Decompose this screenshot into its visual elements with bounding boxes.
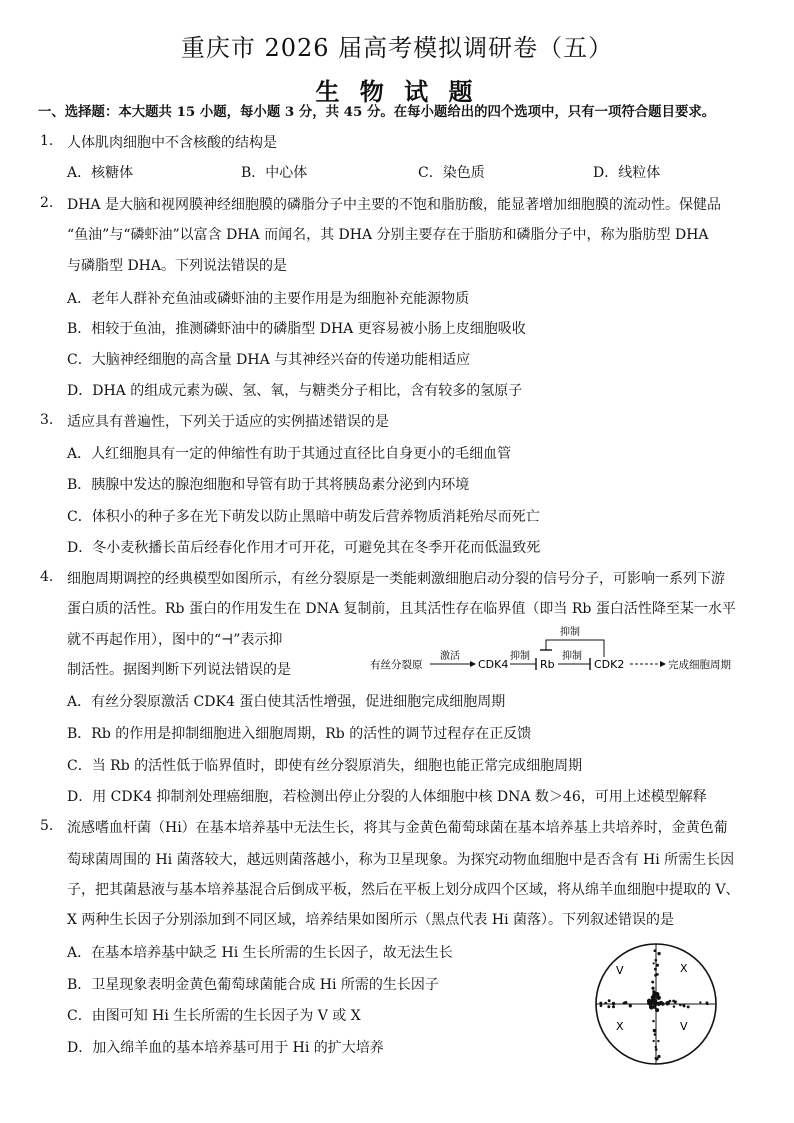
hi-colony-dot [656, 995, 660, 999]
question-stem-line: 与磷脂型 DHA。下列说法错误的是 [67, 258, 287, 274]
option-b: B．胰腺中发达的腺泡细胞和导管有助于其将胰岛素分泌到内环境 [67, 477, 470, 493]
question-stem-line: 就不再起作用），图中的“⊣”表示抑 [67, 632, 283, 648]
section-heading: 一、选择题：本大题共 15 小题，每小题 3 分，共 45 分。在每小题给出的四个选项中，只有一项符合题目要求。 [38, 104, 716, 120]
question-number: 5. [40, 818, 54, 834]
activate-label: 激活 [440, 651, 460, 662]
hi-colony-dot [653, 962, 655, 964]
dashed-arrowhead [660, 661, 666, 667]
question-stem-line: 萄球菌周围的 Hi 菌落较大，越远则菌落越小，称为卫星现象。为探究动物血细胞中是否含有 Hi 所需生长因 [67, 852, 735, 868]
hi-colony-dot [687, 1005, 690, 1008]
option-b: B．卫星现象表明金黄色葡萄球菌能合成 Hi 所需的生长因子 [67, 977, 439, 993]
option-a: A．核糖体 [67, 165, 134, 181]
hi-colony-dot [612, 1002, 615, 1005]
question-number: 4. [40, 569, 54, 585]
hi-colony-dot [608, 1000, 610, 1002]
hi-colony-dot [706, 1003, 708, 1005]
hi-colony-dot [612, 1005, 615, 1008]
option-c: C．当 Rb 的活性低于临界值时，即使有丝分裂原消失，细胞也能正常完成细胞周期 [67, 758, 583, 774]
cdk2-label: CDK2 [594, 658, 625, 671]
hi-colony-dot [679, 1004, 682, 1007]
inhibit-label-1: 抑制 [510, 651, 530, 662]
question-stem-line: 蛋白质的活性。Rb 蛋白的作用发生在 DNA 复制前，且其活性存在临界值（即当 Rb 蛋白活性降至某一水平 [67, 601, 736, 617]
option-a: A．老年人群补充鱼油或磷虾油的主要作用是为细胞补充能源物质 [67, 291, 470, 307]
question-number: 2. [40, 195, 54, 211]
zone-label-bottom-left: X [616, 1020, 624, 1033]
question-stem: 适应具有普遍性，下列关于适应的实例描述错误的是 [67, 414, 389, 430]
exam-title: 重庆市 2026 届高考模拟调研卷（五） [180, 34, 614, 62]
option-d: D．用 CDK4 抑制剂处理癌细胞，若检测出停止分裂的人体细胞中核 DNA 数＞46，可用上述模型解释 [67, 789, 707, 805]
hi-colony-dot [657, 1002, 661, 1006]
hi-colony-dot [653, 1029, 656, 1032]
hi-colony-dot [657, 973, 659, 975]
question-stem-line: 流感嗜血杆菌（Hi）在基本培养基中无法生长，将其与金黄色葡萄球菌在基本培养基上共培养时，金黄色葡 [67, 820, 728, 836]
hi-colony-dot [654, 968, 657, 971]
option-a: A．在基本培养基中缺乏 Hi 生长所需的生长因子，故无法生长 [67, 945, 453, 961]
inhibit-label-2: 抑制 [562, 651, 582, 662]
hi-colony-dot [653, 949, 656, 952]
hi-colony-dot [600, 1004, 603, 1007]
hi-colony-dot [683, 1005, 686, 1008]
mitogen-label: 有丝分裂原 [370, 659, 423, 671]
exam-subtitle: 生 物 试 题 [315, 77, 479, 106]
hi-colony-dot [673, 1005, 675, 1007]
hi-colony-dot [654, 1033, 657, 1036]
culture-plate-diagram [592, 940, 720, 1068]
cell-cycle-diagram [368, 622, 740, 678]
zone-label-top-right: X [680, 962, 688, 975]
option-c: C．体积小的种子多在光下萌发以防止黑暗中萌发后营养物质消耗殆尽而死亡 [67, 509, 540, 525]
option-d: D．线粒体 [593, 165, 661, 181]
hi-colony-dot [657, 1040, 659, 1042]
option-c: C．染色质 [418, 165, 485, 181]
option-b: B．Rb 的作用是抑制细胞进入细胞周期，Rb 的活性的调节过程存在正反馈 [67, 726, 532, 742]
hi-colony-dot [669, 1000, 672, 1003]
option-c: C．由图可知 Hi 生长所需的生长因子为 V 或 X [67, 1008, 361, 1024]
option-b: B．相较于鱼油，推测磷虾油中的磷脂型 DHA 更容易被小肠上皮细胞吸收 [67, 321, 526, 337]
hi-colony-dot [655, 1048, 658, 1051]
hi-colony-dot [655, 1008, 659, 1012]
hi-colony-dot [652, 990, 655, 993]
hi-colony-dot [624, 1001, 627, 1004]
hi-colony-dot [656, 964, 659, 967]
hi-colony-dot [675, 1000, 677, 1002]
hi-colony-dot [629, 1004, 632, 1007]
option-b: B．中心体 [241, 165, 308, 181]
hi-colony-dot [651, 987, 654, 990]
hi-colony-dot [656, 1058, 658, 1060]
zone-label-top-left: V [616, 964, 624, 977]
hi-colony-dot [699, 1001, 701, 1003]
hi-colony-dot [604, 1002, 607, 1005]
hi-colony-dot [647, 999, 652, 1004]
hi-colony-dot [653, 1005, 657, 1009]
option-a: A．人红细胞具有一定的伸缩性有助于其通过直径比自身更小的毛细血管 [67, 446, 512, 462]
question-stem-line: DHA 是大脑和视网膜神经细胞膜的磷脂分子中主要的不饱和脂肪酸，能显著增加细胞膜的流动性。保健品 [67, 197, 721, 213]
hi-colony-dot [599, 1002, 602, 1005]
question-stem-line: 子，把其菌悬液与基本培养基混合后倒成平板，然后在平板上划分成四个区域，将从绵羊血细胞中提取的 V、 [67, 882, 740, 898]
hi-colony-dot [653, 1040, 655, 1042]
hi-colony-dot [651, 981, 654, 984]
option-c: C．大脑神经细胞的高含量 DHA 与其神经兴奋的传递功能相适应 [67, 352, 471, 368]
question-stem-line: X 两种生长因子分别添加到不同区域，培养结果如图所示（黑点代表 Hi 菌落）。下列叙述错误的是 [67, 912, 675, 928]
hi-colony-dot [657, 952, 660, 955]
complete-cycle-label: 完成细胞周期 [668, 659, 731, 671]
hi-colony-dot [608, 1006, 610, 1008]
option-d: D．加入绵羊血的基本培养基可用于 Hi 的扩大培养 [67, 1040, 384, 1056]
rb-label: Rb [540, 658, 555, 671]
option-a: A．有丝分裂原激活 CDK4 蛋白使其活性增强，促进细胞完成细胞周期 [67, 694, 506, 710]
zone-label-bottom-right: V [680, 1020, 688, 1033]
option-d: D．冬小麦秋播长苗后经春化作用才可开花，可避免其在冬季开花而低温致死 [67, 540, 541, 556]
question-stem: 人体肌肉细胞中不含核酸的结构是 [67, 135, 277, 151]
hi-colony-dot [652, 1020, 654, 1022]
activate-arrowhead [470, 661, 476, 667]
option-d: D．DHA 的组成元素为碳、氢、氧，与糖类分子相比，含有较多的氢原子 [67, 383, 523, 399]
hi-colony-dot [654, 959, 657, 962]
question-stem-line: 制活性。据图判断下列说法错误的是 [67, 662, 291, 678]
question-number: 3. [40, 412, 54, 428]
question-stem-line: 细胞周期调控的经典模型如图所示，有丝分裂原是一类能刺激细胞启动分裂的信号分子，可影响一系列下游 [67, 571, 725, 587]
inhibit-label-top: 抑制 [560, 627, 580, 638]
cdk4-label: CDK4 [478, 658, 509, 671]
question-number: 1. [40, 133, 54, 149]
hi-colony-dot [655, 1046, 657, 1048]
question-stem-line: “鱼油”与“磷虾油”以富含 DHA 而闻名，其 DHA 分别主要存在于脂肪和磷脂分子中，称为脂肪型 DHA [67, 227, 709, 243]
